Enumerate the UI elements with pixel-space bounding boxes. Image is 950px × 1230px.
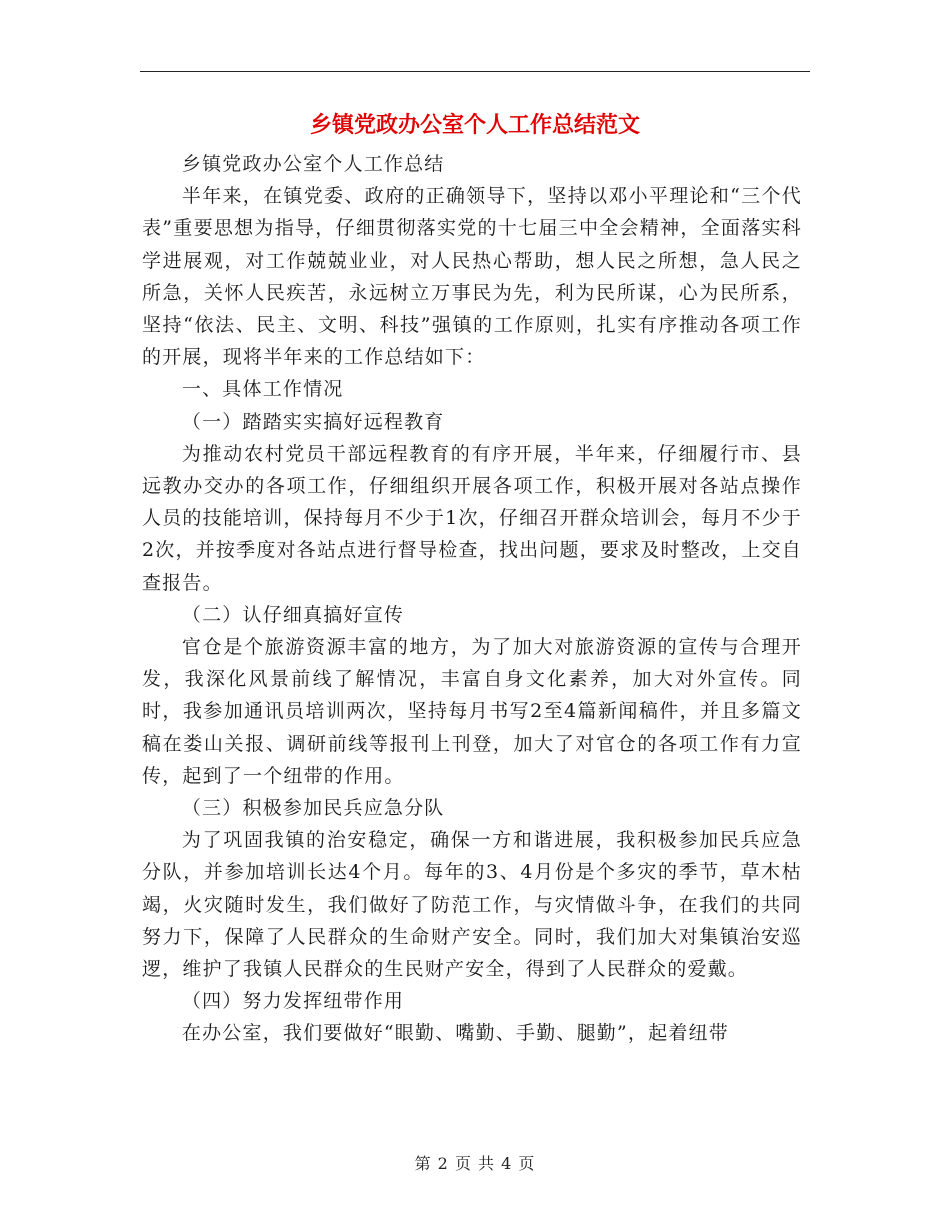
document-body bbox=[142, 148, 802, 1050]
body-paragraph-3: 为了巩固我镇的治安稳定，确保一方和谐进展，我积极参加民兵应急分队，并参加培训长达4个月。每年的3、4月份是个多灾的季节，草木枯竭，火灾随时发生，我们做好了防范工作，与灾情做斗争，在我们的共同努力下，保障了人民群众的生命财产安全。同时，我们加大对集镇治安巡逻，维护了我镇人民群众的生民财产安全，得到了人民群众的爱戴。 bbox=[142, 829, 802, 981]
subsection-heading-1: （一）踏踏实实搞好远程教育 bbox=[181, 410, 445, 433]
header-rule bbox=[140, 71, 810, 72]
subsection-heading-2: （二）认仔细真搞好宣传 bbox=[181, 603, 405, 626]
subtitle-paragraph: 乡镇党政办公室个人工作总结 bbox=[181, 153, 445, 175]
subsection-heading-3: （三）积极参加民兵应急分队 bbox=[181, 797, 445, 820]
subsection-heading-4: （四）努力发挥纽带作用 bbox=[181, 990, 405, 1013]
section-heading: 一、具体工作情况 bbox=[181, 378, 344, 401]
document-title: 乡镇党政办公室个人工作总结范文 bbox=[309, 113, 640, 138]
body-paragraph-1: 为推动农村党员干部远程教育的有序开展，半年来，仔细履行市、县远教办交办的各项工作，仔细组织开展各项工作，积极开展对各站点操作人员的技能培训，保持每月不少于1次，仔细召开群众培训会，每月不少于2次，并按季度对各站点进行督导检查，找出问题，要求及时整改，上交自查报告。 bbox=[142, 442, 802, 594]
page-footer: 第 2 页 共 4 页 bbox=[414, 1154, 536, 1173]
body-paragraph-2: 官仓是个旅游资源丰富的地方，为了加大对旅游资源的宣传与合理开发，我深化风景前线了解情况，丰富自身文化素养，加大对外宣传。同时，我参加通讯员培训两次，坚持每月书写2至4篇新闻稿件，并且多篇文稿在娄山关报、调研前线等报刊上刊登，加大了对官仓的各项工作有力宣传，起到了一个纽带的作用。 bbox=[142, 636, 802, 787]
intro-paragraph: 半年来，在镇党委、政府的正确领导下，坚持以邓小平理论和“三个代表”重要思想为指导，仔细贯彻落实党的十七届三中全会精神，全面落实科学进展观，对工作兢兢业业，对人民热心帮助，想人民之所想，急人民之所急，关怀人民疾苦，永远树立万事民为先，利为民所谋，心为民所系，坚持“依法、民主、文明、科技”强镇的工作原则，扎实有序推动各项工作的开展，现将半年来的工作总结如下： bbox=[142, 185, 802, 369]
body-paragraph-4: 在办公室，我们要做好“眼勤、嘴勤、手勤、腿勤”，起着纽带 bbox=[181, 1022, 729, 1045]
